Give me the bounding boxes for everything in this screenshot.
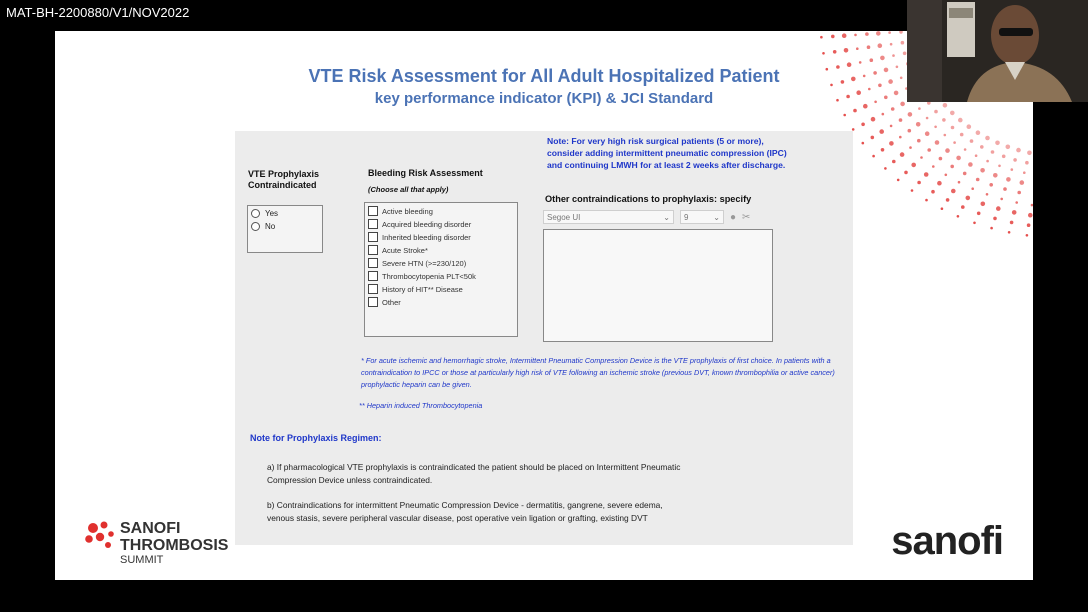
other-contraindications-input[interactable] — [543, 229, 773, 342]
prophylaxis-radio-group — [247, 205, 323, 253]
font-family-select[interactable]: Segoe UI ⌄ — [543, 210, 674, 224]
regimen-note-b: b) Contraindications for intermittent Pneumatic Compression Device - dermatitis, gangrene, severe edema, venous stasis, severe peripheral vascular disease, post operative vein ligation or grafting, existing DVT — [267, 500, 663, 523]
hit-footnote: ** Heparin induced Thrombocytopenia — [359, 401, 483, 410]
radio-circle[interactable] — [251, 209, 260, 218]
checkbox-severe-htn[interactable]: Severe HTN (>=230/120) — [368, 258, 466, 268]
text-format-toolbar — [543, 208, 750, 226]
checkbox-active-bleeding[interactable]: Active bleeding — [368, 206, 433, 216]
bleeding-checkbox-list — [364, 202, 518, 337]
stroke-footnote: * For acute ischemic and hemorrhagic stroke, Intermittent Pneumatic Compression Device is the VTE prophylaxis of first choice. In patients with a contraindication to IPCC or those at particularly high risk of VTE following an ischemic stroke (previous DVT, known thrombophilia or active cancer) prophylactic heparin can be given. — [361, 356, 835, 389]
logo-dots-icon — [83, 520, 119, 552]
font-size-select[interactable]: 9 ⌄ — [680, 210, 724, 224]
bleeding-risk-title: Bleeding Risk Assessment — [368, 168, 483, 178]
presenter-webcam — [907, 0, 1088, 102]
checkbox-inherited-bleeding[interactable]: Inherited bleeding disorder — [368, 232, 471, 242]
checkbox-other[interactable]: Other — [368, 297, 401, 307]
checkbox-history-hit[interactable]: History of HIT** Disease — [368, 284, 463, 294]
chevron-down-icon: ⌄ — [713, 212, 720, 222]
prophylaxis-label: VTE Prophylaxis Contraindicated — [248, 169, 320, 190]
radio-no[interactable]: No — [251, 222, 275, 231]
regimen-note-a: a) If pharmacological VTE prophylaxis is contraindicated the patient should be placed on Intermittent Pneumatic Compression Device unless contraindicated. — [267, 462, 681, 485]
spellcheck-icon[interactable]: ● — [730, 211, 737, 223]
radio-yes[interactable]: Yes — [251, 209, 278, 218]
other-contraindications-label: Other contraindications to prophylaxis: specify — [545, 194, 752, 204]
bleeding-risk-hint: (Choose all that apply) — [368, 185, 449, 194]
radio-circle[interactable] — [251, 222, 260, 231]
sanofi-logo: sanofi — [891, 519, 1003, 563]
slide-subtitle: key performance indicator (KPI) & JCI Standard — [374, 90, 714, 107]
slide-title: VTE Risk Assessment for All Adult Hospitalized Patient — [308, 66, 780, 86]
regimen-title: Note for Prophylaxis Regimen: — [250, 433, 382, 443]
cut-icon[interactable]: ✂ — [742, 211, 751, 223]
checkbox-acute-stroke[interactable]: Acute Stroke* — [368, 245, 428, 255]
presentation-slide: VTE Risk Assessment for All Adult Hospitalized Patient key performance indicator (KPI) & JCI Standard VTE Prophylaxis Contraindicated Yes No Bleeding Risk Assessment (Choose all that apply) Active bleeding Acquired bleeding disorder Inherited bleeding disorder Acute Stroke* Severe HTN (>=230/120) Thrombocytopenia PLT<50k History of HIT** Disease Other Note: For very high risk surgical patients (5 or more), consider adding intermittent pneumatic compression (IPC) and continuing LMWH for at least 2 weeks after discharge. Other contraindications to prophylaxis: specify Segoe UI ⌄ 9 ⌄ ● ✂ * For acute ischemic and hemorrhagic stroke, Intermittent Pneumatic Compression Device is the VTE prophylaxis of first choice. In patients with a contraindication to IPCC or those at particularly high risk of VTE following an ischemic stroke (previous DVT, known thrombophilia or active cancer) prophylactic heparin can be given. ** Heparin induced Thrombocytopenia Note for Prophylaxis Regimen: a) If pharmacological VTE prophylaxis is contraindicated the patient should be placed on Intermittent Pneumatic Compression Device unless contraindicated. b) Contraindications for intermittent Pneumatic Compression Device - dermatitis, gangrene, severe edema, venous stasis, severe peripheral vascular disease, post operative vein ligation or grafting, existing DVT SANOFI THROMBOSIS SUMMIT sanofi — [55, 31, 1033, 580]
checkbox-thrombocytopenia[interactable]: Thrombocytopenia PLT<50k — [368, 271, 476, 281]
vte-assessment-form — [235, 131, 853, 545]
document-code: MAT-BH-2200880/V1/NOV2022 — [6, 5, 190, 20]
checkbox-acquired-bleeding[interactable]: Acquired bleeding disorder — [368, 219, 471, 229]
high-risk-note: Note: For very high risk surgical patients (5 or more), consider adding intermittent pneumatic compression (IPC) and continuing LMWH for at least 2 weeks after discharge. — [547, 136, 787, 170]
chevron-down-icon: ⌄ — [663, 212, 670, 222]
webcam-video — [907, 0, 1088, 102]
